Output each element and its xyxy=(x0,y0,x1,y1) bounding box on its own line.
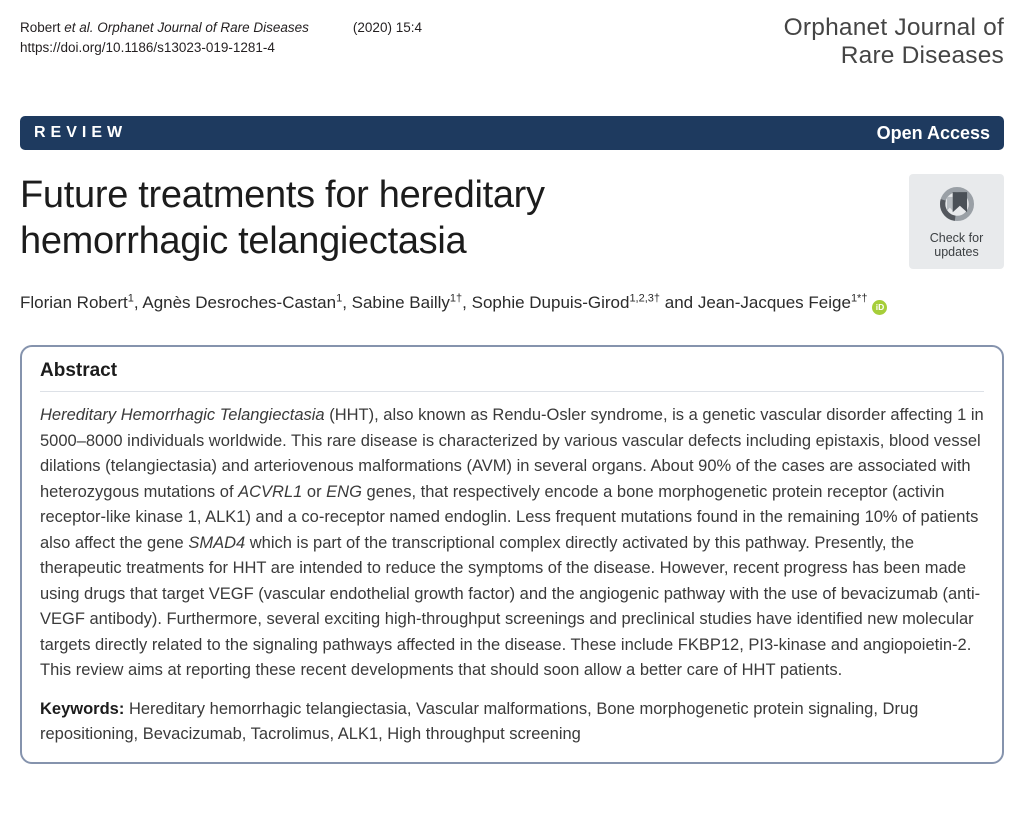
abstract-segment: ENG xyxy=(326,482,362,501)
abstract-segment: Hereditary Hemorrhagic Telangiectasia xyxy=(40,406,325,424)
crossmark-icon xyxy=(934,182,980,228)
citation-line xyxy=(20,18,422,38)
journal-name-line2: Rare Diseases xyxy=(840,42,1004,69)
keywords-label: Keywords: xyxy=(40,699,125,718)
journal-name-line1: Orphanet Journal of xyxy=(783,14,1004,41)
orcid-icon[interactable]: iD xyxy=(872,300,887,315)
author-affiliation: 1,2,3† xyxy=(629,292,661,305)
abstract-box xyxy=(20,345,1004,764)
article-title-line1: Future treatments for hereditary xyxy=(20,174,545,216)
author-affiliation: 1 xyxy=(336,292,343,305)
abstract-segment: (HHT), also known as Rendu-Osler syndrome, is a genetic vascular disorder affecting 1 in 5000–8000 individuals worldwide. This rare disease is characterized by various vascular defects including epistaxis, blood vessel dilations (telangiectasia) and arteriovenous malformations (AVM) in several organs. About 90% of the cases are associated with heterozygous mutations of xyxy=(40,406,984,501)
doi-link[interactable]: https://doi.org/10.1186/s13023-019-1281-4 xyxy=(20,40,275,55)
abstract-text xyxy=(40,403,984,684)
citation-author: Robert xyxy=(20,20,65,35)
open-access-label: Open Access xyxy=(876,122,990,143)
citation-block xyxy=(20,14,422,58)
author-affiliation: 1 xyxy=(127,292,134,305)
author: , Sabine Bailly xyxy=(342,293,450,312)
article-type-label: REVIEW xyxy=(34,124,128,141)
citation-volume: (2020) 15:4 xyxy=(352,20,422,35)
citation-journal: et al. Orphanet Journal of Rare Diseases xyxy=(64,20,309,35)
title-row xyxy=(20,172,1004,269)
article-title-line2: hemorrhagic telangiectasia xyxy=(20,220,467,262)
author-affiliation: 1† xyxy=(449,292,463,305)
article-type-bar xyxy=(20,116,1004,150)
abstract-heading: Abstract xyxy=(40,360,984,392)
abstract-segment: or xyxy=(302,482,327,501)
author: , Sophie Dupuis-Girod xyxy=(462,293,630,312)
abstract-segment: genes, that respectively encode a bone morphogenetic protein receptor (activin receptor-like kinase 1, ALK1) and a co-receptor named endoglin. Less frequent mutations found in the remaining 10% of patients also affect the gene xyxy=(40,482,979,552)
author: , Agnès Desroches-Castan xyxy=(133,293,337,312)
check-for-updates-label: Check for updates xyxy=(929,231,984,259)
author: Florian Robert xyxy=(20,293,128,312)
keywords-list: Hereditary hemorrhagic telangiectasia, Vascular malformations, Bone morphogenetic protein signaling, Drug repositioning, Bevacizumab, Tacrolimus, ALK1, High throughput screening xyxy=(40,699,919,743)
journal-name xyxy=(784,14,1004,70)
author: and Jean-Jacques Feige xyxy=(660,293,851,312)
abstract-segment: SMAD4 xyxy=(188,533,246,552)
author-list xyxy=(20,291,1004,315)
keywords xyxy=(40,697,984,748)
abstract-segment: which is part of the transcriptional complex directly activated by this pathway. Presently, the therapeutic treatments for HHT are intended to reduce the symptoms of the disease. However, recent progress has been made using drugs that target VEGF (vascular endothelial growth factor) and the angiogenic pathway with the use of bevacizumab (anti-VEGF antibody). Furthermore, several exciting high-throughput screenings and preclinical studies have identified new molecular targets directly related to the signaling pathways affected in the disease. These include FKBP12, PI3-kinase and angiopoietin-2. This review aims at reporting these recent developments that should soon allow a better care of HHT patients. xyxy=(40,533,981,679)
author-affiliation: 1*† xyxy=(850,292,868,305)
page-header xyxy=(20,14,1004,70)
article-title xyxy=(20,172,909,264)
check-for-updates-badge[interactable] xyxy=(909,174,1004,269)
abstract-segment: ACVRL1 xyxy=(238,482,303,501)
